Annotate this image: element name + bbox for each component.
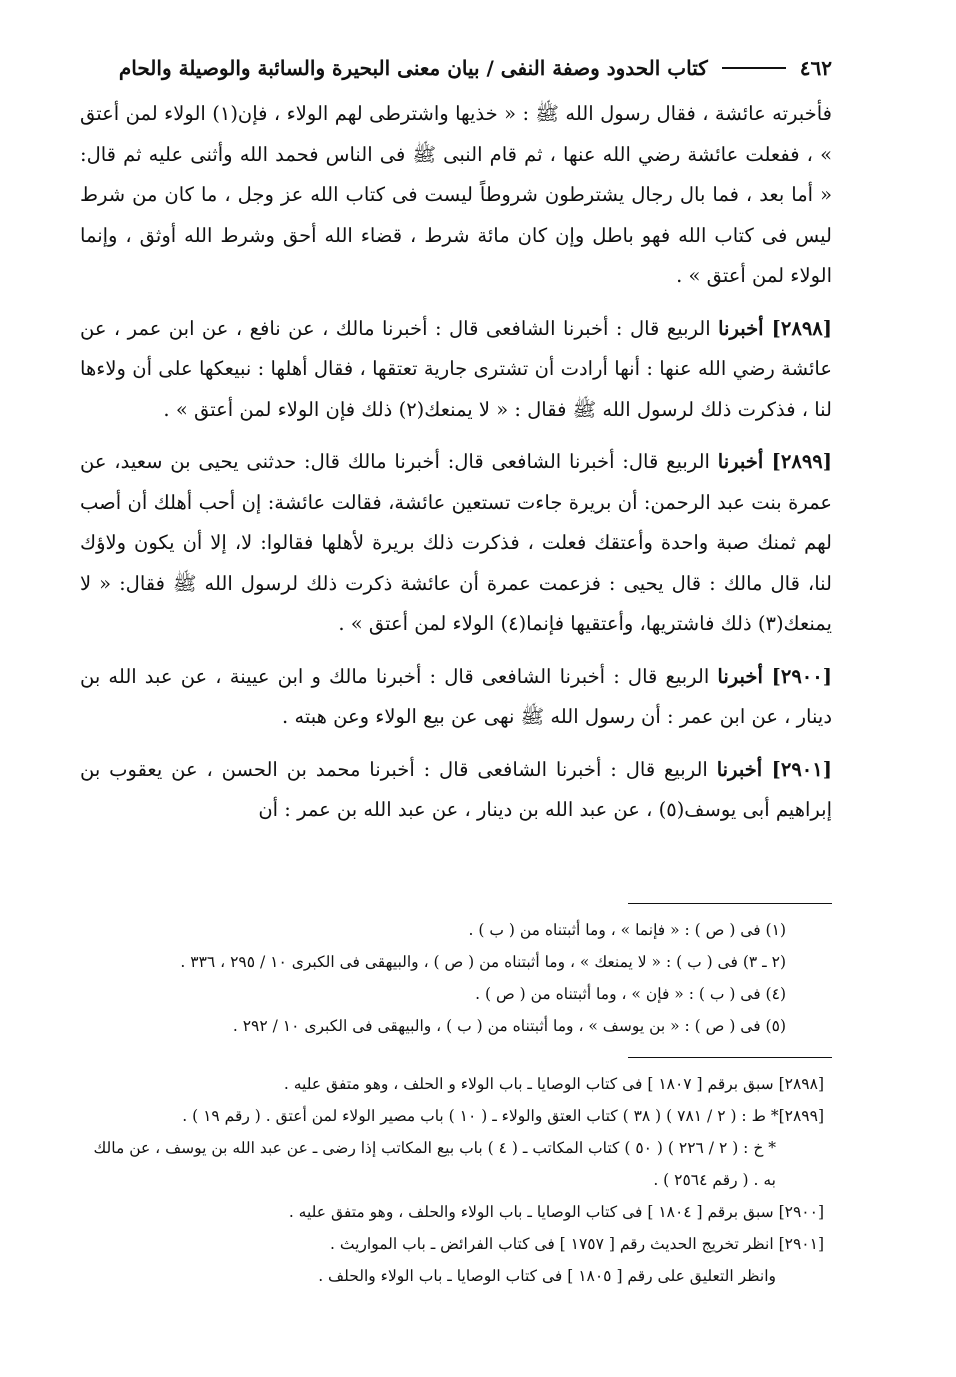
hadith-2900	[80, 657, 832, 738]
hadith-text: الربيع قال : أخبرنا الشافعى قال : أخبرنا محمد بن الحسن ، عن يعقوب بن إبراهيم أبى يوسف(٥) ، عن عبد الله بن دينار ، عن عبد الله بن عمر : أن	[80, 757, 832, 821]
footnote: (٢ ـ ٣) فى ( ب ) : « لا يمنعك » ، وما أثبتناه من ( ص ) ، والبيهقى فى الكبرى ١٠ / ٢٩٥ ، ٣٣٦ .	[180, 953, 786, 971]
reference: [٢٩٠٠] سبق برقم [ ١٨٠٤ ] فى كتاب الوصايا ـ باب الولاء والحلف ، وهو متفق عليه .	[288, 1203, 824, 1221]
hadith-text: الربيع قال: أخبرنا الشافعى قال: أخبرنا مالك قال: حدثنى يحيى بن سعيد، عن عمرة بنت عبد الرحمن: أن بريرة جاءت تستعين عائشة، فقالت عائشة: إن أحب أهلك أن أصب لهم ثمنك صبة واحدة وأعتقك فعلت ، فذكرت ذلك بريرة لأهلها فقالوا: لا، إلا أن يكون ولاؤك لنا، قال مالك : قال يحيى : فزعمت عمرة أن عائشة ذكرت ذلك لرسول الله ﷺ فقال: « لا يمنعك(٣) ذلك فاشتريها، وأعتقيها فإنما(٤) الولاء لمن أعتق » .	[80, 450, 832, 635]
header-rule	[722, 67, 786, 69]
hadith-number: [٢٨٩٩] أخبرنا	[717, 450, 833, 473]
footnote: (١) فى ( ص ) : « فإنما » ، وما أثبتناه من ( ب ) .	[468, 921, 786, 939]
hadith-number: [٢٩٠٠] أخبرنا	[717, 664, 832, 688]
hadith-2899	[80, 442, 832, 645]
running-header	[80, 48, 832, 88]
reference: [٢٨٩٨] سبق برقم [ ١٨٠٧ ] فى كتاب الوصايا ـ باب الولاء و الحلف ، وهو متفق عليه .	[283, 1075, 824, 1093]
reference: * خ : ( ٢ / ٢٢٦ ) ( ٥٠ ) كتاب المكاتب ـ ( ٤ ) باب بيع المكاتب إذا رضى ـ عن عبد الله بن يوسف ، عن مالك به . ( رقم ٢٥٦٤ ) .	[93, 1139, 776, 1189]
hadith-number: [٢٨٩٨] أخبرنا	[718, 316, 833, 340]
references-divider	[628, 1057, 832, 1058]
hadith-number: [٢٩٠١] أخبرنا	[716, 757, 832, 781]
main-text	[80, 94, 832, 831]
references	[80, 1068, 832, 1292]
header-title: كتاب الحدود وصفة النفى / بيان معنى البحيرة والسائبة والوصيلة والحام	[118, 56, 708, 80]
footnote: (٥) فى ( ص ) : « بن يوسف » ، وما أثبتناه من ( ب ) ، والبيهقى فى الكبرى ١٠ / ٢٩٢ .	[232, 1017, 786, 1035]
reference: وانظر التعليق على رقم [ ١٨٠٥ ] فى كتاب الوصايا ـ باب الولاء والحلف .	[318, 1267, 776, 1285]
hadith-2901	[80, 750, 832, 831]
reference: [٢٩٠١] انظر تخريج الحديث رقم [ ١٧٥٧ ] فى كتاب الفرائض ـ باب المواريث .	[330, 1235, 824, 1253]
hadith-text: الربيع قال : أخبرنا الشافعى قال : أخبرنا مالك ، عن نافع ، عن ابن عمر ، عن عائشة رضي الله عنها : أنها أرادت أن تشترى جارية تعتقها ، فقال أهلها : نبيعكها على أن ولاءها لنا ، فذكرت ذلك لرسول الله ﷺ فقال : « لا يمنعك(٢) ذلك فإن الولاء لمن أعتق » .	[80, 316, 832, 421]
hadith-2898	[80, 309, 832, 431]
reference: [٢٨٩٩]* ط : ( ٢ / ٧٨١ ) ( ٣٨ ) كتاب العتق والولاء ـ ( ١٠ ) باب مصير الولاء لمن أعتق . ( رقم ١٩ ) .	[182, 1107, 824, 1125]
page-number: ٤٦٢	[799, 56, 832, 80]
paragraph-continuation: فأخبرته عائشة ، فقال رسول الله ﷺ : « خذيها واشترطى لهم الولاء ، فإن(١) الولاء لمن أعتق » ، ففعلت عائشة رضي الله عنها ، ثم قام النبى ﷺ فى الناس فحمد الله وأثنى عليه ثم قال: « أما بعد ، فما بال رجال يشترطون شروطاً ليست فى كتاب الله عز وجل ، ما كان من شرط ليس فى كتاب الله فهو باطل وإن كان مائة شرط ، قضاء الله أحق وشرط الله أوثق ، وإنما الولاء لمن أعتق » .	[80, 102, 832, 287]
footnote-divider	[628, 903, 832, 904]
book-page	[80, 0, 832, 1377]
hadith-text: الربيع قال : أخبرنا الشافعى قال : أخبرنا مالك و ابن عيينة ، عن عبد الله بن دينار ، عن ابن عمر : أن رسول الله ﷺ نهى عن بيع الولاء وعن هبته .	[80, 664, 832, 728]
footnotes	[80, 914, 832, 1042]
footnote: (٤) فى ( ب ) : « فإن » ، وما أثبتناه من ( ص ) .	[475, 985, 786, 1003]
